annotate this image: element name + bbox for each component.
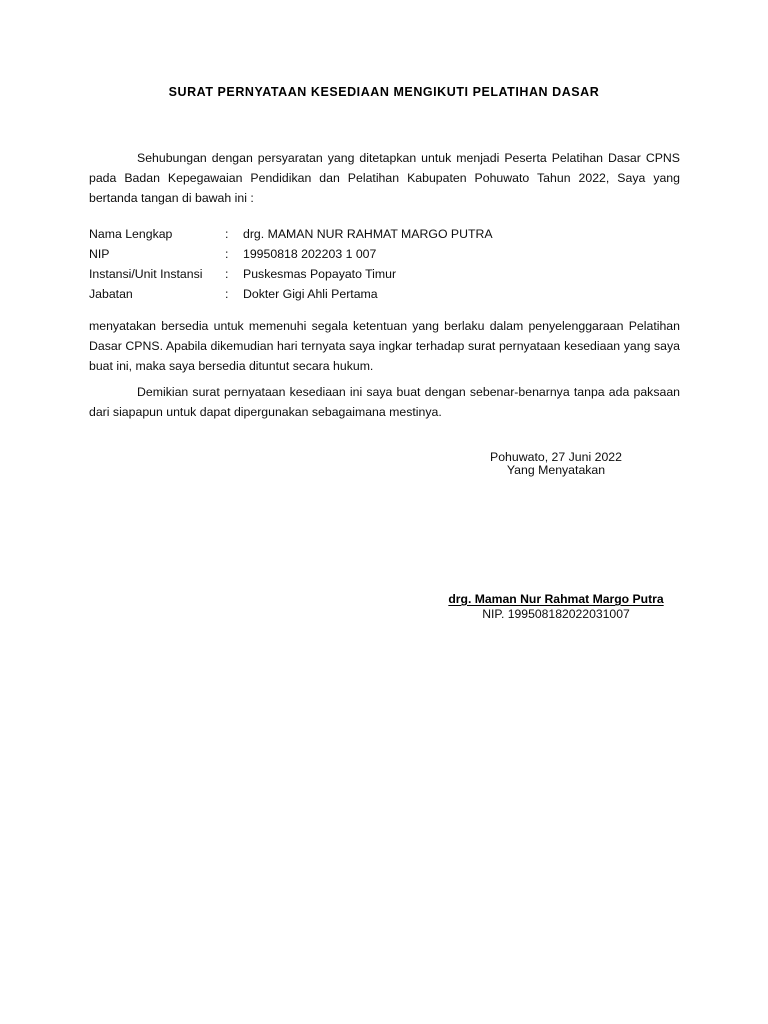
field-label-nip: NIP xyxy=(89,247,110,261)
paragraph-opening: Sehubungan dengan persyaratan yang ditetapkan untuk menjadi Peserta Pelatihan Dasar CPNS pada Badan Kepegawaian Pendidikan dan Pelatihan Kabupaten Pohuwato Tahun 2022, Saya yang bertanda tangan di bawah ini : xyxy=(89,151,680,206)
field-value-nip: 19950818 202203 1 007 xyxy=(243,247,377,261)
field-separator: : xyxy=(225,267,229,281)
field-separator: : xyxy=(225,247,229,261)
page-title: SURAT PERNYATAAN KESEDIAAN MENGIKUTI PELATIHAN DASAR xyxy=(168,85,600,99)
field-separator: : xyxy=(225,287,229,301)
table-row xyxy=(89,244,680,264)
signature-place-and-date: Pohuwato, 27 Juni 2022 xyxy=(490,450,622,464)
paragraph-declaration: menyatakan bersedia untuk memenuhi segala ketentuan yang berlaku dalam penyelenggaraan Pelatihan Dasar CPNS. Apabila dikemudian hari ternyata saya ingkar terhadap surat pernyataan kesediaan yang saya buat ini, maka saya bersedia dituntut secara hukum. xyxy=(89,319,680,374)
field-value-instansi: Puskesmas Popayato Timur xyxy=(243,267,397,281)
signatory-name xyxy=(420,592,692,607)
identity-fields-table xyxy=(89,224,680,304)
paragraph-closing: Demikian surat pernyataan kesediaan ini saya buat dengan sebenar-benarnya tanpa ada paksaan dari siapapun untuk dapat dipergunakan sebagaimana mestinya. xyxy=(89,385,680,420)
field-separator: : xyxy=(225,227,229,241)
table-row xyxy=(89,284,680,304)
table-row xyxy=(89,224,680,244)
field-label-nama-lengkap: Nama Lengkap xyxy=(89,227,173,241)
field-value-nama-lengkap: drg. MAMAN NUR RAHMAT MARGO PUTRA xyxy=(243,227,493,241)
field-label-jabatan: Jabatan xyxy=(89,287,133,301)
signatory-name-text: drg. Maman Nur Rahmat Margo Putra xyxy=(448,592,664,606)
table-row xyxy=(89,264,680,284)
field-value-jabatan: Dokter Gigi Ahli Pertama xyxy=(243,287,378,301)
signature-role-label: Yang Menyatakan xyxy=(506,463,606,477)
signatory-nip: NIP. 199508182022031007 xyxy=(482,607,630,621)
field-label-instansi: Instansi/Unit Instansi xyxy=(89,267,203,281)
